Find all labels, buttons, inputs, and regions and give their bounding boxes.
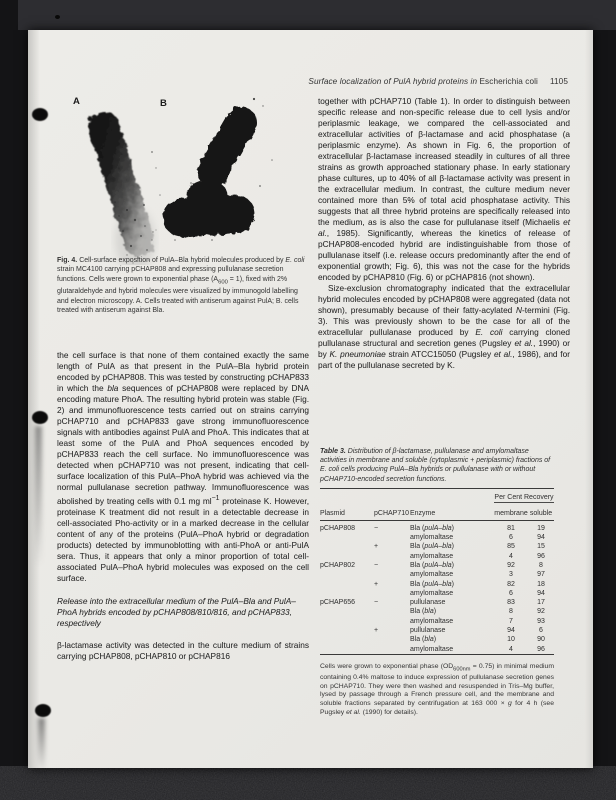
table-row (320, 598, 554, 607)
table-cell: − (374, 524, 379, 532)
table-cell (320, 607, 368, 616)
table-cell (368, 552, 410, 561)
table-cell: amylomaltase (410, 552, 454, 560)
figure-4-caption-label: Fig. 4. (57, 257, 78, 264)
table-cell (320, 533, 368, 542)
table-cell: 94 (537, 589, 545, 597)
table-cell: 92 (537, 608, 545, 616)
table-cell: amylomaltase (410, 617, 454, 625)
table-cell: 6 (539, 627, 543, 635)
table-3 (320, 447, 554, 718)
table-header-row (320, 502, 554, 520)
figure-4-micrographs (57, 90, 312, 265)
table-column-header: Plasmid (320, 502, 368, 520)
table-cell: 92 (507, 562, 515, 569)
table-cell: + (374, 580, 379, 588)
table-cell: 83 (507, 599, 515, 607)
table-cell (368, 607, 410, 616)
table-3-caption-text: Distribution of β-lactamase, pullulanase and amylomaltase activities in membrane and soluble (cytoplasmic + periplasmic) fractions of E. coli cells producing PulA–Bla hybrids or pullulanase with or without pCHAP710-encoded secretion functions. (320, 448, 551, 483)
scan-smudge (38, 718, 45, 772)
running-head-title: Surface localization of PulA hybrid proteins in (308, 77, 480, 86)
table-row (320, 561, 554, 570)
table-row (320, 645, 554, 655)
table-cell: 82 (507, 580, 515, 588)
table-row (320, 617, 554, 626)
table-column-header: soluble (528, 502, 554, 520)
panel-b-label: B (160, 98, 167, 109)
table-cell: Bla (bla) (410, 608, 437, 616)
table-cell: 17 (537, 599, 545, 607)
table-cell (320, 635, 368, 644)
punch-hole-bottom (35, 704, 51, 717)
table-cell: 18 (537, 580, 545, 588)
table-cell (368, 570, 410, 579)
section-subheading: Release into the extracellular medium of the PulA–Bla and PulA–PhoA hybrids encoded by pCHAP808/810/816, and pCHAP833, respectively (57, 595, 296, 628)
table-column-header: pCHAP710 (368, 502, 410, 520)
table-cell (320, 617, 368, 626)
table-cell: 97 (537, 571, 545, 579)
table-cell: amylomaltase (410, 589, 454, 597)
table-row (320, 552, 554, 561)
table-cell (368, 645, 410, 655)
body-paragraph-continued: the cell surface is that none of them contained exactly the same length of PulA as that present in the PulA–Bla hybrid protein encoded by pCHAP808. This was tested by constructing pCHAP833 in which the bla sequences of pCHAP808 were replaced by DNA encoding mature PhoA. The resulting hybrid protein was stable (Fig. 2) and immunofluorescence tests carried out on strains carrying pCHAP710 and pCHAP833 gave strong immunofluorescence signals with antibodies against PulA and PhoA. This indicates that at least some of the PulA and PhoA sequences encoded by pCHAP833 reach the cell surface. No immunofluorescence was detected when pCHAP710 was not present, indicating that cell-surface localization of this PulA–PhoA hybrid was achieved via the normal pullulanase secretion pathway. Immunofluorescence was abolished by treating cells with 0.1 mg $ml^{-1}$ proteinase K. However, proteinase K treatment did not result in a detectable decrease in cell-associated Pho-activity or in a marked decrease in the cellular content of any of the proteins (PulA–PhoA hybrid or degradation products) detected by immunoblotting with anti-PhoA or anti-PulA sera. Thus, it appears that only a minor proportion of total cell-associated PulA–PhoA hybrid molecules was exposed on the cell surface. (57, 350, 309, 583)
table-cell: pCHAP656 (320, 599, 356, 607)
scan-smudge (35, 426, 42, 566)
table-row (320, 607, 554, 616)
table-row (320, 570, 554, 579)
table-cell (368, 617, 410, 626)
table-3-caption (320, 447, 554, 484)
table-cell: 6 (509, 589, 513, 597)
table-cell: − (374, 562, 379, 569)
table-cell: Bla (bla) (410, 636, 437, 644)
table-span-header: Per Cent Recovery (494, 488, 554, 502)
table-cell: pCHAP808 (320, 524, 356, 532)
table-cell: 6 (509, 534, 513, 542)
table-cell: pullulanase (410, 627, 446, 635)
background-top-band (18, 0, 616, 30)
table-cell (368, 635, 410, 644)
table-cell: 85 (507, 543, 515, 551)
table-cell (320, 552, 368, 561)
table-cell: + (374, 543, 379, 551)
table-cell: 7 (509, 617, 513, 625)
table-cell (320, 645, 368, 655)
table-cell: Bla (pulA–bla) (410, 562, 454, 569)
table-cell: 8 (509, 608, 513, 616)
table-cell: Bla (pulA–bla) (410, 524, 454, 532)
table-cell (320, 626, 368, 635)
table-cell: 94 (507, 627, 515, 635)
table-3-footnote: Cells were grown to exponential phase $(OD_{600nm} = 0.75)$ in minimal medium containing 0.4% maltose to induce expression of pullulanase secretion genes on pCHAP710. They were then washed and resuspended in Tris–Mg buffer, lysed by passage through a French pressure cell, and the membrane and soluble fractions separated by centrifugation at 163 000 × g for 4 h (see Pugsley et al. (1990) for details). (320, 662, 554, 716)
dust-speck (55, 15, 60, 19)
table-row (320, 533, 554, 542)
table-cell: Bla (pulA–bla) (410, 543, 454, 551)
table-cell: + (374, 627, 379, 635)
body-paragraph: together with pCHAP710 (Table 1). In order to distinguish between specific release and non-specific release due to cell lysis and/or periplasmic leakage, we compared the cell-associated and extracellular activities of β-lactamase and acid phosphatase (a periplasmic enzyme). As shown in Fig. 6, the proportion of extracellular β-lactamase increased steadily in cultures of all three strains as growth approached stationary phase. In early stationary phase cultures, up to 40% of all β-lactamase activity was present in the extracellular medium. In contrast, the culture medium never contained more than 5% of total acid phosphatase activity. This suggests that all three hybrid proteins are specifically released into the medium, as is also the case for pullulanase itself (Michaelis et al., 1985). Significantly, whereas the kinetics of release of pCHAP808-encoded hybrid are indistinguishable from those of pullulanase itself (i.e. release occurs predominantly after the end of exponential growth; Fig. 6), this was not the case for the hybrids encoded by pCHAP810 (Fig. 6) or pCHAP816 (not shown). (318, 96, 570, 282)
table-cell: amylomaltase (410, 571, 454, 579)
table-cell: 4 (509, 645, 513, 653)
table-cell: 15 (537, 543, 545, 551)
table-cell: 4 (509, 552, 513, 560)
table-cell: 93 (537, 617, 545, 625)
running-head-species: Escherichia coli (479, 77, 538, 86)
table-cell: − (374, 599, 379, 607)
table-cell: 96 (537, 645, 545, 653)
table-cell: 3 (509, 571, 513, 579)
table-cell (320, 542, 368, 551)
table-cell: 8 (539, 562, 543, 569)
cell-b-shape (162, 101, 263, 238)
right-column (318, 96, 570, 371)
table-cell: 81 (507, 524, 515, 532)
table-cell: 90 (537, 636, 545, 644)
table-span-header-row (320, 488, 554, 502)
table-cell (368, 533, 410, 542)
table-cell: amylomaltase (410, 645, 454, 653)
table-row (320, 580, 554, 589)
table-row (320, 589, 554, 598)
scanned-page (28, 30, 593, 768)
table-cell: amylomaltase (410, 534, 454, 542)
punch-hole-middle (32, 411, 48, 424)
punch-hole-top (32, 108, 48, 121)
table-cell (320, 570, 368, 579)
table-3-grid (320, 488, 554, 655)
body-paragraph: Size-exclusion chromatography indicated that the extracellular hybrid molecules encoded by pCHAP808 were aggregated (data not shown), presumably because of their fatty-acylated N-termini (Fig. 3). This was previously shown to be the case for all of the extracellular pullulanase produced by E. coli carrying cloned pullulanase structural and secretion genes (Pugsley et al., 1990) or by K. pneumoniae strain ATCC15050 (Pugsley et al., 1986), and for part of the pullulanase secreted by K. (318, 283, 571, 370)
table-row (320, 626, 554, 635)
table-row (320, 542, 554, 551)
left-column (57, 350, 309, 662)
figure-4-caption-text: Cell-surface exposition of PulA–Bla hybrid molecules produced by E. coli strain MC4100 carrying pCHAP808 and expressing pullulanase secretion functions. Cells were grown to exponential phase $(A_{600} = 1)$, fixed with 2% glutaraldehyde and hybrid molecules were visualized by immunogold labelling and electron microscopy. A. Cells treated with antiserum against PulA; B. cells treated with antiserum against Bla. (57, 257, 305, 314)
table-cell: Bla (pulA–bla) (410, 580, 454, 588)
background-noise-texture (0, 766, 616, 800)
table-cell: 94 (537, 534, 545, 542)
table-3-caption-label: Table 3. (320, 448, 346, 455)
page-number: 1105 (549, 77, 568, 86)
table-cell: 96 (537, 552, 545, 560)
panel-a-label: A (73, 96, 80, 107)
figure-4-caption (57, 256, 305, 315)
table-column-header: Enzyme (410, 502, 494, 520)
table-column-header: membrane (494, 502, 528, 520)
table-row (320, 520, 554, 533)
body-paragraph: β-lactamase activity was detected in the culture medium of strains carrying pCHAP808, pCHAP810 or pCHAP816 (57, 639, 309, 661)
table-cell (320, 580, 368, 589)
table-cell (368, 589, 410, 598)
running-head (308, 77, 568, 86)
table-cell: 19 (537, 524, 545, 532)
table-cell (320, 589, 368, 598)
table-cell: 10 (507, 636, 515, 644)
table-row (320, 635, 554, 644)
table-cell: pCHAP802 (320, 562, 356, 569)
table-cell: pullulanase (410, 599, 446, 607)
electron-micrograph-image (57, 90, 312, 265)
